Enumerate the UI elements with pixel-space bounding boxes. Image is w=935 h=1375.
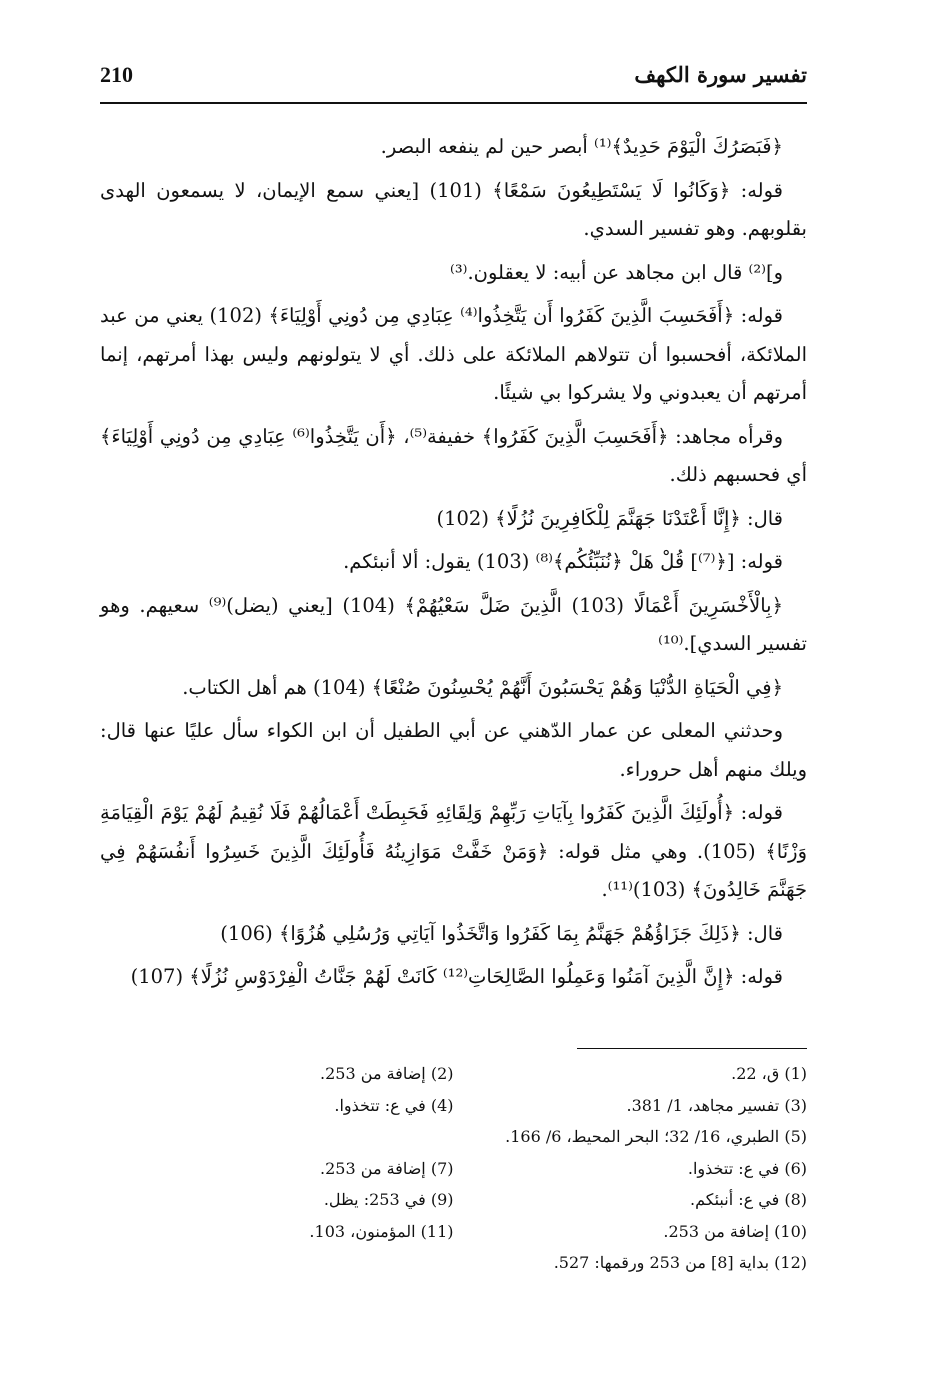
paragraph: وقرأه مجاهد: ﴿أَفَحَسِبَ الَّذِينَ كَفَرُوا﴾ خفيفة⁽⁵⁾، ﴿أَن يَتَّخِذُوا⁽⁶⁾ عِبَادِي مِن دُونِي أَوْلِيَاءَ﴾ أي فحسبهم ذلك. [100, 424, 807, 486]
footnote: (5) الطبري، 16/ 32؛ البحر المحيط، 6/ 166. [505, 1127, 807, 1146]
running-header [100, 58, 807, 94]
paragraph: قوله: ﴿وَكَانُوا لَا يَسْتَطِيعُونَ سَمْعًا﴾ (101) [يعني سمع الإيمان، لا يسمعون الهدى بقلوبهم. وهو تفسير السدي. [100, 178, 807, 240]
running-title: تفسير سورة الكهف [634, 62, 807, 87]
footnote: (2) إضافة من 253. [320, 1064, 454, 1083]
paragraph: وحدثني المعلى عن عمار الدّهني عن أبي الطفيل أن ابن الكواء سأل عليًا عنها قال: ويلك منهم أهل حروراء. [100, 719, 807, 781]
paragraph: ﴿بِالْأَخْسَرِينَ أَعْمَالًا (103) الَّذِينَ ضَلَّ سَعْيُهُمْ﴾ (104) [يعني (يضل)⁽⁹⁾ سعيهم. وهو تفسير السدي].⁽¹⁰⁾ [100, 593, 807, 655]
footnote: (8) في ع: أنبئكم. [690, 1190, 807, 1209]
paragraph: قال: ﴿ذَلِكَ جَزَاؤُهُمْ جَهَنَّمُ بِمَا كَفَرُوا وَاتَّخَذُوا آيَاتِي وَرُسُلِي هُزُوًا﴾ (106) [220, 921, 783, 945]
footnote-row [100, 1216, 807, 1248]
paragraph: قال: ﴿إِنَّا أَعْتَدْنَا جَهَنَّمَ لِلْكَافِرِينَ نُزُلًا﴾ (102) [436, 506, 783, 530]
footnotes [100, 1058, 807, 1279]
footnote: (10) إضافة من 253. [663, 1221, 807, 1241]
paragraph: ﴿فِي الْحَيَاةِ الدُّنْيَا وَهُمْ يَحْسَبُونَ أَنَّهُمْ يُحْسِنُونَ صُنْعًا﴾ (104) هم أهل الكتاب. [182, 675, 783, 699]
header-rule [100, 102, 807, 104]
footnote-row [100, 1184, 807, 1216]
footnote: (9) في 253: يظل. [323, 1190, 454, 1209]
footnote-row [100, 1058, 807, 1090]
footnote: (3) تفسير مجاهد، 1/ 381. [626, 1095, 807, 1115]
paragraph: قوله: ﴿أَفَحَسِبَ الَّذِينَ كَفَرُوا أَن يَتَّخِذُوا⁽⁴⁾ عِبَادِي مِن دُونِي أَوْلِيَاءَ﴾ (102) يعني من عبد الملائكة، أفحسبوا أن تتولاهم الملائكة على ذلك. أي لا يتولونهم وليس بهذا أمرتهم، إنما أمرتهم أن يعبدوني ولا يشركوا بي شيئًا. [100, 304, 807, 404]
book-page [100, 0, 807, 1375]
footnote: (12) بداية [8] من 253 ورقمها: 527. [553, 1253, 807, 1272]
footnote: (1) ق، 22. [731, 1064, 807, 1083]
footnote-rule [577, 1048, 807, 1049]
footnote-row [100, 1247, 807, 1279]
footnote-row [100, 1153, 807, 1185]
footnote-row [100, 1121, 807, 1153]
paragraph: قوله: ﴿أُولَئِكَ الَّذِينَ كَفَرُوا بِآيَاتِ رَبِّهِمْ وَلِقَائِهِ فَحَبِطَتْ أَعْمَالُهُمْ فَلَا نُقِيمُ لَهُمْ يَوْمَ الْقِيَامَةِ وَزْنًا﴾ (105). وهي مثل قوله: ﴿وَمَنْ خَفَّتْ مَوَازِينُهُ فَأُولَئِكَ الَّذِينَ خَسِرُوا أَنفُسَهُمْ فِي جَهَنَّمَ خَالِدُونَ﴾ (103)⁽¹¹⁾. [100, 801, 807, 901]
paragraph: و]⁽²⁾ قال ابن مجاهد عن أبيه: لا يعقلون.⁽³⁾ [450, 260, 783, 284]
footnote-row [100, 1090, 807, 1122]
footnote: (4) في ع: تتخذوا. [334, 1095, 454, 1115]
paragraph: ﴿فَبَصَرُكَ الْيَوْمَ حَدِيدٌ﴾⁽¹⁾ أبصر حين لم ينفعه البصر. [380, 135, 783, 158]
main-text [100, 128, 807, 1002]
footnote: (6) في ع: تتخذوا. [687, 1158, 807, 1178]
paragraph: قوله: ﴿إِنَّ الَّذِينَ آمَنُوا وَعَمِلُوا الصَّالِحَاتِ⁽¹²⁾ كَانَتْ لَهُمْ جَنَّاتُ الْفِرْدَوْسِ نُزُلًا﴾ (107) [130, 965, 783, 988]
page-number: 210 [100, 62, 133, 87]
paragraph: قوله: [﴿⁽⁷⁾] قُلْ هَلْ ﴿نُنَبِّئُكُم﴾⁽⁸⁾ (103) يقول: ألا أنبئكم. [343, 550, 783, 573]
footnote: (7) إضافة من 253. [320, 1158, 454, 1178]
footnote: (11) المؤمنون، 103. [309, 1221, 454, 1241]
